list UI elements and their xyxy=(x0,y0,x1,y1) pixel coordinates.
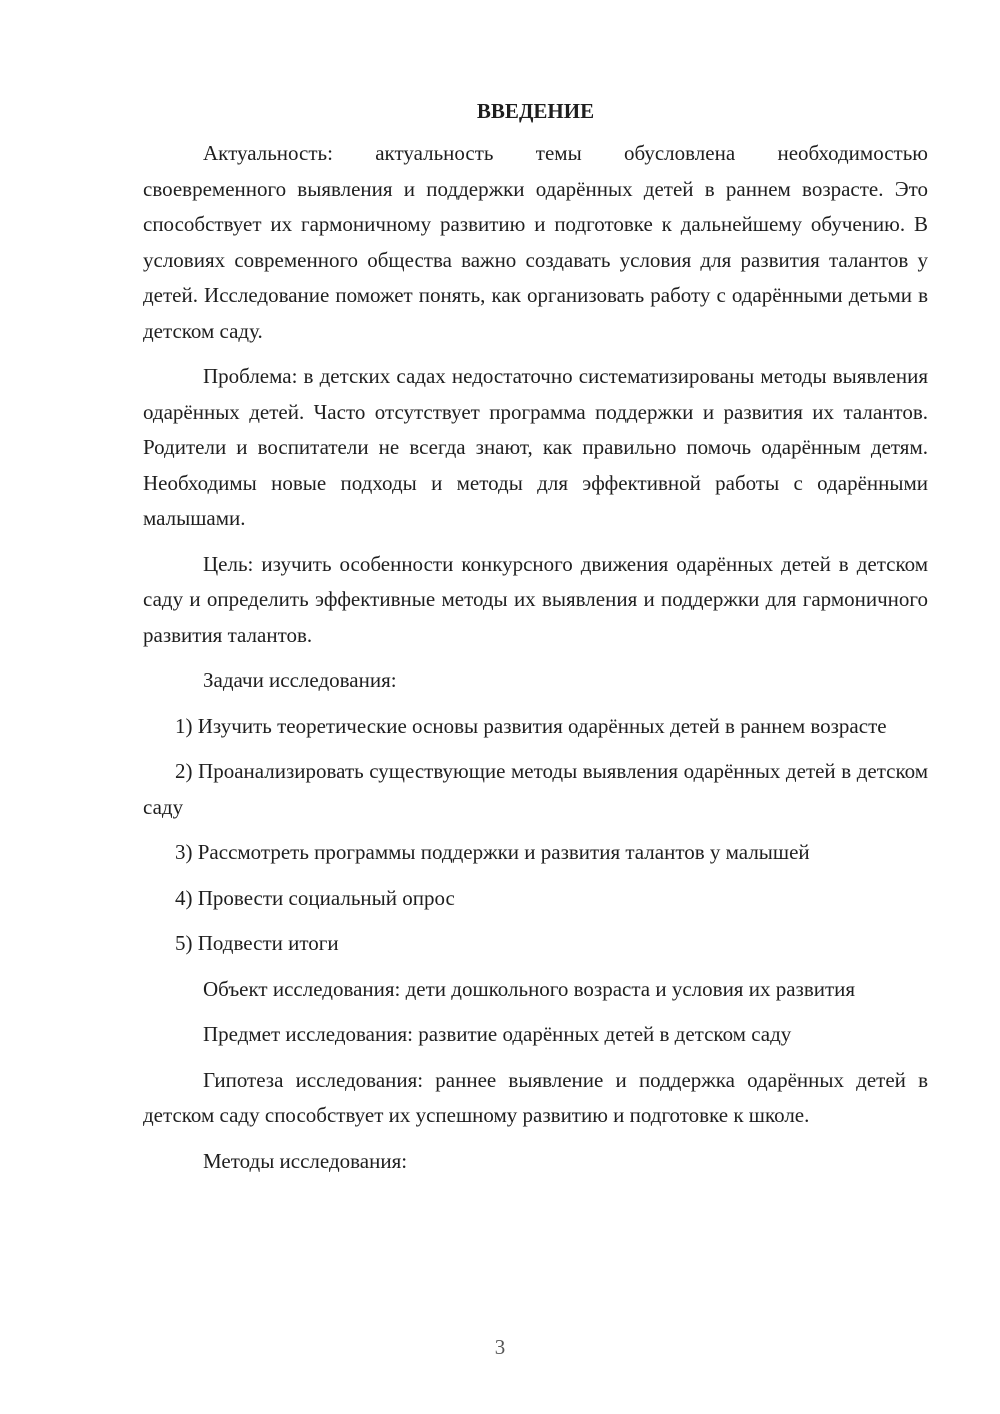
page-number: 3 xyxy=(494,1335,506,1359)
task-item-5: 5) Подвести итоги xyxy=(175,931,339,955)
task-item-4: 4) Провести социальный опрос xyxy=(175,885,455,910)
paragraph-relevance: Актуальность: актуальность темы обусловлена необходимостью своевременного выявления и поддержки одарённых детей в раннем возрасте. Это способствует их гармоничному развитию и подготовке к дальнейшему обучению. В условиях современного общества важно создавать условия для развития талантов у детей. Исследование поможет понять, как организовать работу с одарёнными детьми в детском саду. xyxy=(143,141,928,343)
paragraph-hypothesis: Гипотеза исследования: раннее выявление и поддержка одарённых детей в детском саду способствует их успешному развитию и подготовке к школе. xyxy=(143,1067,928,1127)
task-item-3: 3) Рассмотреть программы поддержки и развития талантов у малышей xyxy=(175,840,810,864)
section-title: ВВЕДЕНИЕ xyxy=(476,99,595,123)
paragraph-object: Объект исследования: дети дошкольного возраста и условия их развития xyxy=(203,976,856,1001)
task-item-2: 2) Проанализировать существующие методы выявления одарённых детей в детском саду xyxy=(143,759,928,819)
paragraph-tasks-heading: Задачи исследования: xyxy=(203,668,397,692)
task-item-1: 1) Изучить теоретические основы развития одарённых детей в раннем возрасте xyxy=(175,713,887,738)
paragraph-goal: Цель: изучить особенности конкурсного движения одарённых детей в детском саду и определить эффективные методы их выявления и поддержки для гармоничного развития талантов. xyxy=(143,551,928,647)
paragraph-problem: Проблема: в детских садах недостаточно систематизированы методы выявления одарённых детей. Часто отсутствует программа поддержки и развития их талантов. Родители и воспитатели не всегда знают, как правильно помочь одарённым детям. Необходимы новые подходы и методы для эффективной работы с одарёнными малышами. xyxy=(143,364,928,530)
document-page xyxy=(143,96,928,1189)
paragraph-methods: Методы исследования: xyxy=(203,1148,408,1173)
paragraph-subject: Предмет исследования: развитие одарённых детей в детском саду xyxy=(203,1022,792,1046)
